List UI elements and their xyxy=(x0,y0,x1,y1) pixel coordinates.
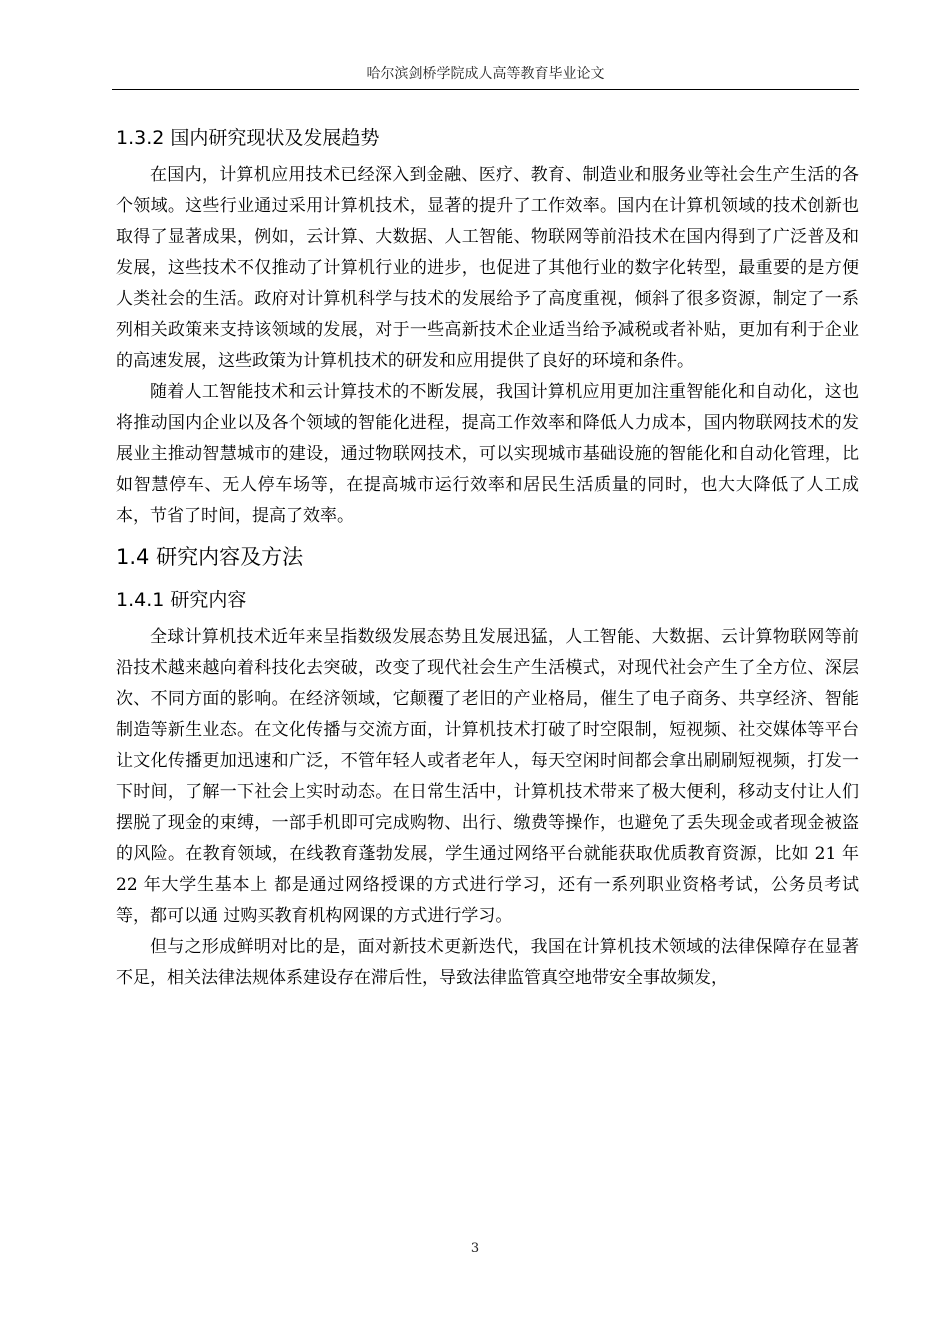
section-heading-1-4-1: 1.4.1 研究内容 xyxy=(116,589,247,611)
paragraph: 在国内，计算机应用技术已经深入到金融、医疗、教育、制造业和服务业等社会生产生活的各个领域。这些行业通过采用计算机技术，显著的提升了工作效率。国内在计算机领域的技术创新也取得了显著成果，例如，云计算、大数据、人工智能、物联网等前沿技术在国内得到了广泛普及和发展，这些技术不仅推动了计算机行业的进步，也促进了其他行业的数字化转型，最重要的是方便人类社会的生活。政府对计算机科学与技术的发展给予了高度重视，倾斜了很多资源，制定了一系列相关政策来支持该领域的发展，对于一些高新技术企业适当给予减税或者补贴，更加有利于企业的高速发展，这些政策为计算机技术的研发和应用提供了良好的环境和条件。 xyxy=(116,165,859,371)
document-body xyxy=(116,118,859,994)
paragraph: 但与之形成鲜明对比的是，面对新技术更新迭代，我国在计算机技术领域的法律保障存在显著不足，相关法律法规体系建设存在滞后性，导致法律监管真空地带安全事故频发， xyxy=(116,937,859,988)
page-number: 3 xyxy=(470,1241,480,1256)
paragraph: 全球计算机技术近年来呈指数级发展态势且发展迅猛，人工智能、大数据、云计算物联网等前沿技术越来越向着科技化去突破，改变了现代社会生产生活模式，对现代社会产生了全方位、深层次、不同方面的影响。在经济领域，它颠覆了老旧的产业格局，催生了电子商务、共享经济、智能制造等新生业态。在文化传播与交流方面，计算机技术打破了时空限制，短视频、社交媒体等平台让文化传播更加迅速和广泛，不管年轻人或者老年人，每天空闲时间都会拿出刷刷短视频，打发一下时间，了解一下社会上实时动态。在日常生活中，计算机技术带来了极大便利，移动支付让人们摆脱了现金的束缚，一部手机即可完成购物、出行、缴费等操作，也避免了丢失现金或者现金被盗的风险。在教育领域，在线教育蓬勃发展，学生通过网络平台就能获取优质教育资源，比如 21 年 22 年大学生基本上 都是通过网络授课的方式进行学习，还有一系列职业资格考试，公务员考试等，都可以通 过购买教育机构网课的方式进行学习。 xyxy=(116,627,859,926)
section-heading-1-4: 1.4 研究内容及方法 xyxy=(116,545,304,569)
page-header: 哈尔滨剑桥学院成人高等教育毕业论文 xyxy=(366,66,605,82)
section-heading-1-3-2: 1.3.2 国内研究现状及发展趋势 xyxy=(116,127,380,149)
header-divider xyxy=(112,89,859,90)
paragraph: 随着人工智能技术和云计算技术的不断发展，我国计算机应用更加注重智能化和自动化，这也将推动国内企业以及各个领域的智能化进程，提高工作效率和降低人力成本，国内物联网技术的发展业主推动智慧城市的建设，通过物联网技术，可以实现城市基础设施的智能化和自动化管理，比如智慧停车、无人停车场等，在提高城市运行效率和居民生活质量的同时，也大大降低了人工成本，节省了时间，提高了效率。 xyxy=(116,382,859,526)
